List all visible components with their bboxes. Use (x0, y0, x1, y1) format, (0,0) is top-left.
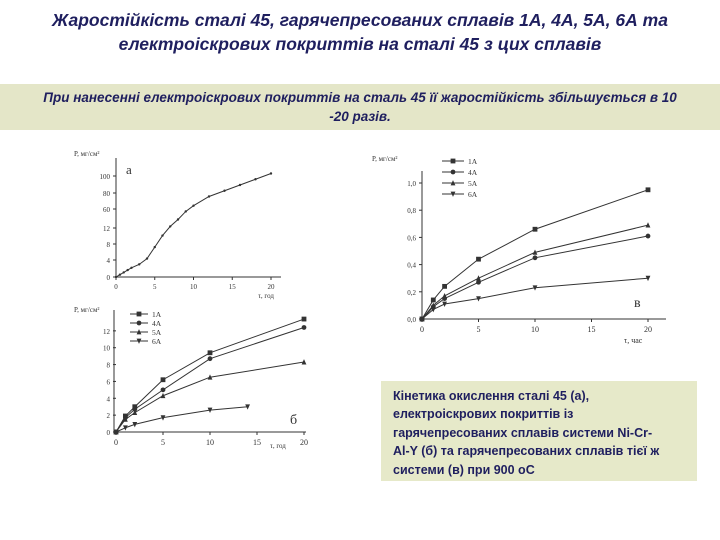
chart-a-y-tick-label: 12 (103, 225, 110, 233)
chart-b-legend-label: 1А (152, 310, 162, 319)
chart-a-y-tick-label: 0 (106, 274, 110, 282)
chart-c-panel-label: в (634, 296, 641, 311)
chart-b-series-0-point (161, 377, 166, 382)
summary-banner (0, 84, 720, 130)
chart-b-y-tick-label: 8 (106, 361, 110, 370)
chart-c-series-0-point (533, 227, 538, 232)
chart-c-series-2-point (442, 293, 447, 298)
chart-c-legend-label: 6А (468, 190, 478, 199)
chart-a-point (154, 246, 156, 248)
chart-c-series-line-2 (422, 225, 648, 319)
chart-a-x-tick-label: 20 (267, 283, 275, 291)
chart-b-y-tick-label: 0 (106, 429, 110, 437)
chart-c-x-tick-label: 20 (644, 325, 652, 334)
banner-line-2: -20 разів. (329, 109, 391, 124)
chart-c-series-1-point (533, 255, 538, 260)
chart-c-ylabel: P, мг/см² (372, 155, 398, 163)
chart-a-y-tick-label: 8 (106, 241, 110, 249)
chart-a-x-tick-label: 15 (228, 283, 236, 291)
chart-b-ylabel: P, мг/см² (74, 306, 100, 314)
title-line-2: електроіскрових покриттів на сталі 45 з цих сплавів (118, 34, 602, 54)
chart-b-y-tick-label: 6 (106, 378, 110, 387)
chart-c-xlabel: τ, час (624, 336, 643, 345)
chart-b-series-1-point (161, 387, 166, 392)
chart-a-point (270, 172, 272, 174)
chart-a-y-tick-label: 80 (103, 190, 110, 198)
chart-a-point (177, 218, 179, 220)
chart-c-series-2-point (646, 222, 651, 227)
chart-a-x-tick-label: 5 (153, 283, 157, 291)
chart-b-legend-label: 4А (152, 319, 162, 328)
chart-a-point (123, 271, 125, 273)
chart-b-series-0-point (208, 350, 213, 355)
chart-c-x-tick-label: 10 (531, 325, 539, 334)
banner-line-1: При нанесенні електроіскрових покриттів на сталь 45 її жаростійкість збільшується в 10 (43, 90, 677, 105)
chart-c-y-tick-label: 0,8 (407, 207, 416, 216)
caption-line-3: гарячепресованих сплавів системи Ni-Cr- (393, 425, 653, 440)
chart-b-y-tick-label: 4 (106, 395, 110, 404)
chart-b-x-tick-label: 10 (206, 438, 214, 447)
chart-b-y-tick-label: 10 (103, 344, 110, 353)
chart-b-xlabel: τ, год (270, 442, 286, 450)
chart-c-x-tick-label: 5 (476, 325, 481, 334)
chart-a-point (239, 184, 241, 186)
chart-c-series-3-point (442, 302, 447, 307)
chart-c-series-1-point (646, 234, 651, 239)
chart-a-point (126, 269, 128, 271)
chart-b-series-line-1 (116, 327, 304, 432)
chart-a-point (223, 190, 225, 192)
chart-b-y-tick-label: 12 (103, 327, 110, 336)
chart-b-x-tick-label: 20 (300, 438, 308, 447)
chart-b-panel-label: б (290, 413, 298, 428)
chart-c-y-tick-label: 0,0 (407, 316, 416, 324)
chart-b-series-0-point (302, 317, 307, 322)
chart-b-x-tick-label: 15 (253, 438, 261, 447)
caption-line-5: системи (в) при 900 оС (393, 462, 535, 477)
chart-b-x-tick-label: 0 (114, 438, 118, 447)
chart-c-y-tick-label: 0,6 (407, 234, 416, 243)
chart-c-legend-marker (451, 170, 456, 175)
chart-c-series-0-point (476, 257, 481, 262)
chart-b-x-tick-label: 5 (161, 438, 165, 447)
chart-b-series-1-point (302, 325, 307, 330)
chart-c-series-line-3 (422, 278, 648, 319)
chart-c-legend-label: 4А (468, 168, 478, 177)
chart-a-y-tick-label: 60 (103, 206, 110, 214)
chart-c-x-tick-label: 15 (587, 325, 596, 334)
chart-a-x-tick-label: 0 (114, 283, 118, 291)
chart-a-point (146, 257, 148, 259)
caption-line-1: Кінетика окислення сталі 45 (а), (393, 389, 590, 403)
chart-c-legend-marker (451, 159, 456, 164)
chart-b-legend-marker (137, 321, 142, 326)
chart-b-legend-label: 6А (152, 337, 162, 346)
chart-c-legend-label: 5А (468, 179, 478, 188)
chart-c-y-tick-label: 0,2 (407, 288, 416, 297)
chart-c (366, 145, 676, 355)
title-line-1: Жаростійкість сталі 45, гарячепресованих сплавів 1А, 4А, 5А, 6А та (52, 10, 668, 30)
chart-b-legend-marker (137, 312, 142, 317)
chart-a-point (185, 210, 187, 212)
chart-c-series-3-point (431, 307, 436, 312)
chart-a-point (130, 267, 132, 269)
chart-b-legend-label: 5А (152, 328, 162, 337)
chart-c-y-tick-label: 0,4 (407, 261, 416, 270)
chart-c-legend-label: 1А (468, 157, 478, 166)
chart-c-y-tick-label: 1,0 (407, 180, 416, 188)
chart-b-series-2-point (302, 359, 307, 364)
chart-b (66, 300, 316, 450)
chart-a-panel-label: а (126, 162, 132, 177)
chart-c-series-0-point (431, 298, 436, 303)
chart-c-series-0-point (442, 284, 447, 289)
chart-a-point (254, 178, 256, 180)
chart-c-series-0-point (646, 187, 651, 192)
chart-b-y-tick-label: 2 (106, 412, 110, 421)
chart-a-point (138, 263, 140, 265)
chart-a-y-tick-label: 100 (99, 173, 110, 181)
chart-c-x-tick-label: 0 (420, 325, 424, 334)
chart-a-point (161, 234, 163, 236)
chart-a-ylabel: P, мг/см² (74, 150, 100, 158)
chart-a-line (116, 174, 271, 278)
figure-caption (381, 381, 697, 481)
caption-line-4: Al-Y (б) та гарячепресованих сплавів тієї ж (393, 444, 660, 459)
caption-line-2: електроіскрових покриттів із (393, 407, 574, 422)
chart-a-xlabel: τ, год (258, 292, 274, 300)
chart-a-point (208, 195, 210, 197)
title-area (0, 0, 720, 72)
chart-a (66, 140, 275, 300)
chart-b-series-1-point (208, 356, 213, 361)
chart-a-y-tick-label: 4 (106, 257, 110, 265)
chart-b-series-line-2 (116, 362, 304, 432)
chart-a-x-tick-label: 10 (190, 283, 197, 291)
chart-a-point (192, 205, 194, 207)
chart-a-point (119, 274, 121, 276)
chart-a-point (169, 225, 171, 227)
